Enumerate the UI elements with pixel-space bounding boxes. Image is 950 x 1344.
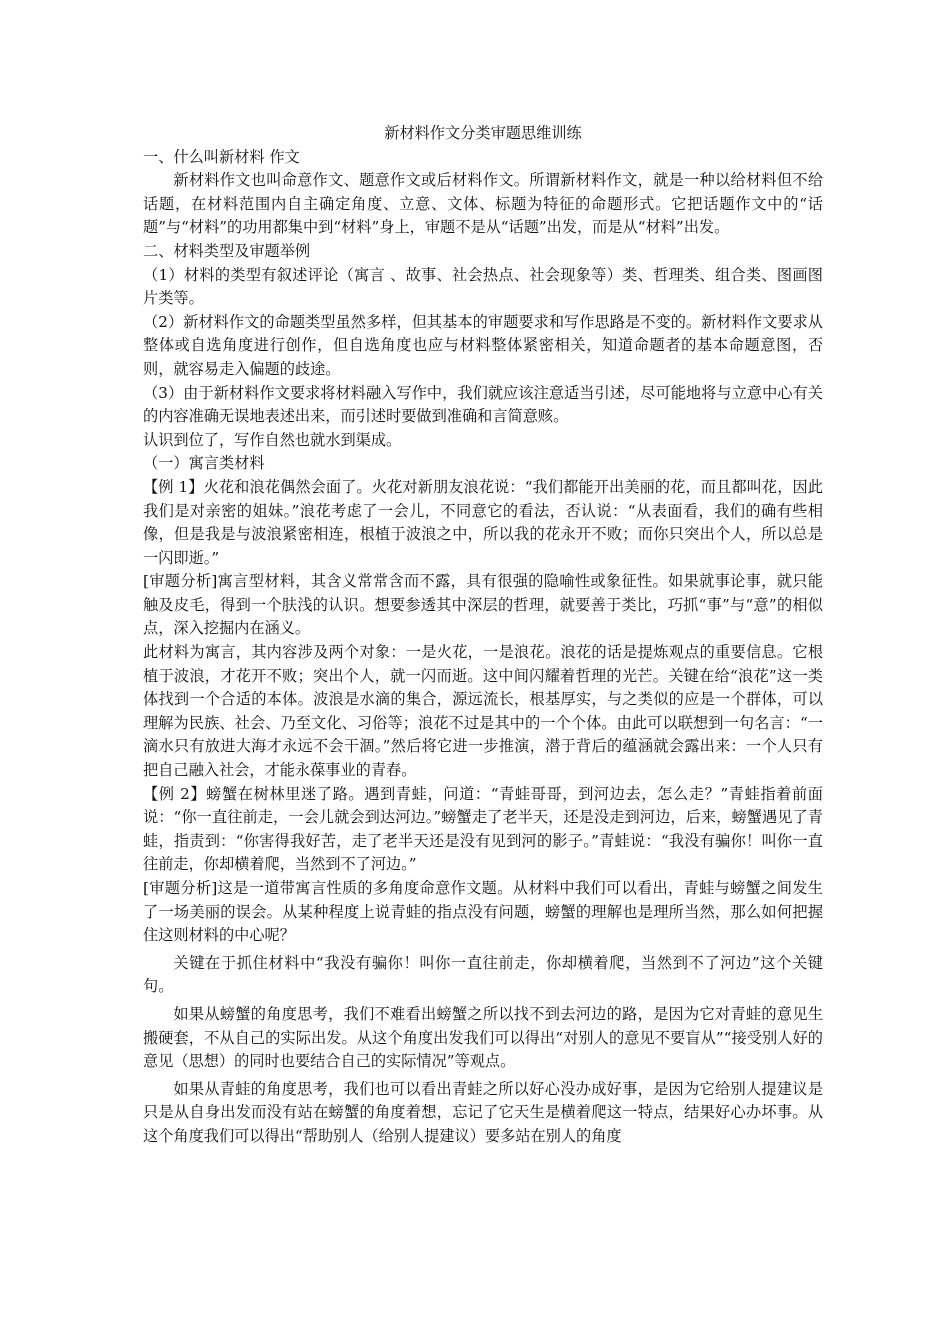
analysis-1-detail: 此材料为寓言，其内容涉及两个对象：一是火花，一是浪花。浪花的话是提炼观点的重要信息。它根植于波浪，才花开不败；突出个人，就一闪而逝。这中间闪耀着哲理的光芒。关键在给“浪花”这一类体找到一个合适的本体。波浪是水滴的集合，源远流长，根基厚实，与之类似的应是一个群体，可以理解为民族、社会、乃至文化、习俗等；浪花不过是其中的一个个体。由此可以联想到一句名言：“一滴水只有放进大海才永远不会干涸。”然后将它进一步推演，潜于背后的蕴涵就会露出来：一个人只有把自己融入社会，才能永葆事业的青春。: [143, 643, 823, 780]
section-heading-2: 二、材料类型及审题举例: [143, 241, 311, 260]
example-1: 【例 1】火花和浪花偶然会面了。火花对新朋友浪花说：“我们都能开出美丽的花，而且都叫花，因此我们是对亲密的姐妹。”浪花考虑了一会儿，不同意它的看法，否认说：“从表面看，我们的确有些相像，但是我是与波浪紧密相连，根植于波浪之中，所以我的花永开不败；而你只突出个人，所以总是一闪即逝。”: [143, 477, 823, 567]
document-title: 新材料作文分类审题思维训练: [384, 124, 582, 142]
section-heading-1: 一、什么叫新材料 作文: [143, 147, 300, 166]
analysis-2: [审题分析]这是一道带寓言性质的多角度命意作文题。从材料中我们可以看出，青蛙与螃蟹之间发生了一场美丽的误会。从某种程度上说青蛙的指点没有问题，螃蟹的理解也是理所当然，那么如何把握住这则材料的中心呢？: [143, 879, 823, 945]
subsection-heading-fable: （一）寓言类材料: [143, 454, 265, 473]
point-2: （2）新材料作文的命题类型虽然多样，但其基本的审题要求和写作思路是不变的。新材料作文要求从整体或自选角度进行创作，但自选角度也应与材料整体紧密相关，知道命题者的基本命题意图，否则，就容易走入偏题的歧途。: [143, 312, 823, 378]
point-1: （1）材料的类型有叙述评论（寓言 、故事、社会热点、社会现象等）类、哲理类、组合类、图画图片类等。: [143, 265, 823, 308]
example-2: 【例 2】螃蟹在树林里迷了路。遇到青蛙，问道：“青蛙哥哥，到河边去，怎么走？”青蛙指着前面说：“你一直往前走，一会儿就会到达河边。”螃蟹走了老半天，还是没走到河边，后来，螃蟹遇见了青蛙，指责到：“你害得我好苦，走了老半天还是没有见到河的影子。”青蛙说：“我没有骗你！叫你一直往前走，你却横着爬，当然到不了河边。”: [143, 784, 823, 874]
paragraph-definition: 新材料作文也叫命意作文、题意作文或后材料作文。所谓新材料作文，就是一种以给材料但不给话题，在材料范围内自主确定角度、立意、文体、标题为特征的命题形式。它把话题作文中的“话题”与“材料”的功用都集中到“材料”身上，审题不是从“话题”出发，而是从“材料”出发。: [143, 171, 823, 237]
analysis-1: [审题分析]寓言型材料，其含义常常含而不露，具有很强的隐喻性或象征性。如果就事论事，就只能触及皮毛，得到一个肤浅的认识。想要参透其中深层的哲理，就要善于类比，巧抓“事”与“意”的相似点，深入挖掘内在涵义。: [143, 572, 823, 638]
document-page: [143, 122, 823, 1149]
analysis-2-frog-view: 如果从青蛙的角度思考，我们也可以看出青蛙之所以好心没办成好事，是因为它给别人提建议是只是从自身出发而没有站在螃蟹的角度着想，忘记了它天生是横着爬这一特点，结果好心办坏事。从这个角度我们可以得出“帮助别人（给别人提建议）要多站在别人的角度: [143, 1079, 823, 1145]
analysis-2-crab-view: 如果从螃蟹的角度思考，我们不难看出螃蟹之所以找不到去河边的路，是因为它对青蛙的意见生搬硬套，不从自己的实际出发。从这个角度出发我们可以得出“对别人的意见不要盲从”“接受别人好的意见（思想）的同时也要结合自己的实际情况”等观点。: [143, 1004, 823, 1071]
summary-line: 认识到位了，写作自然也就水到渠成。: [143, 430, 402, 449]
point-3: （3）由于新材料作文要求将材料融入写作中，我们就应该注意适当引述，尽可能地将与立意中心有关的内容准确无误地表述出来，而引述时要做到准确和言简意赅。: [143, 383, 823, 426]
analysis-2-key-sentence: 关键在于抓住材料中“我没有骗你！叫你一直往前走，你却横着爬，当然到不了河边”这个关键句。: [143, 953, 823, 996]
